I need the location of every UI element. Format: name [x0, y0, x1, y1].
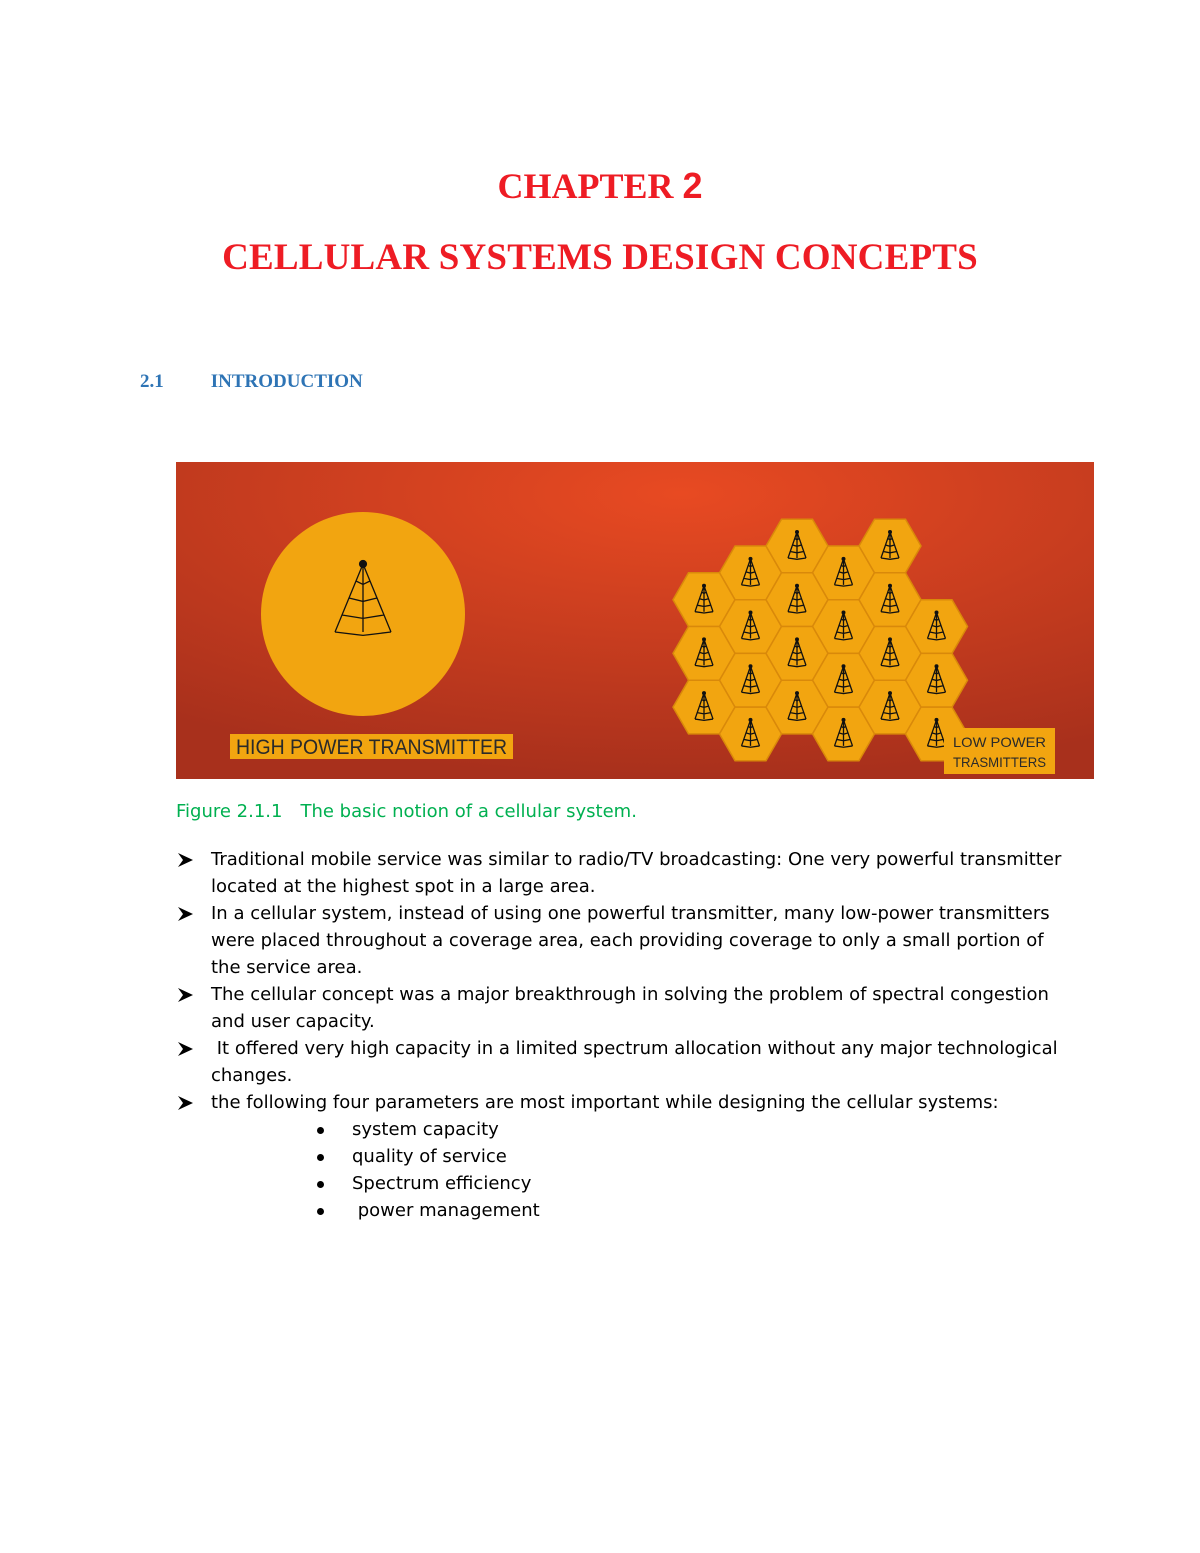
arrow-bullet-icon [176, 900, 196, 927]
parameter-list-container [176, 1116, 1076, 1224]
low-power-label-line2: TRASMITTERS [953, 754, 1046, 770]
arrow-bullet-icon [176, 981, 196, 1008]
bullet-text: It offered very high capacity in a limited spectrum allocation without any major technological changes. [211, 1038, 1064, 1086]
parameter-text: Spectrum efficiency [352, 1173, 532, 1194]
arrow-bullet-icon [176, 1035, 196, 1062]
list-item [176, 900, 1076, 981]
cellular-figure [176, 462, 1094, 779]
caption-text: The basic notion of a cellular system. [300, 801, 637, 822]
list-item [176, 1035, 1076, 1089]
bullet-text: the following four parameters are most important while designing the cellular systems: [211, 1092, 999, 1113]
parameter-text: power management [352, 1200, 540, 1221]
parameter-item [176, 1170, 1076, 1197]
section-title: INTRODUCTION [210, 371, 363, 392]
chapter-title: CELLULAR SYSTEMS DESIGN CONCEPTS [222, 237, 978, 278]
list-item [176, 981, 1076, 1035]
parameter-item [176, 1116, 1076, 1143]
section-heading [140, 371, 363, 393]
parameter-text: quality of service [352, 1146, 507, 1167]
parameter-text: system capacity [352, 1119, 499, 1140]
bullet-list [176, 846, 1076, 1224]
parameter-list [176, 1116, 1076, 1224]
caption-number: Figure 2.1.1 [176, 801, 283, 822]
dot-bullet-icon [317, 1127, 324, 1134]
dot-bullet-icon [317, 1154, 324, 1161]
bullet-text: The cellular concept was a major breakthrough in solving the problem of spectral congestion and user capacity. [211, 984, 1049, 1032]
high-power-label: HIGH POWER TRANSMITTER [236, 736, 507, 759]
list-item [176, 846, 1076, 900]
chapter-label: CHAPTER [497, 166, 674, 206]
arrow-bullet-icon [176, 1089, 196, 1116]
dot-bullet-icon [317, 1181, 324, 1188]
chapter-number: 2 [682, 165, 703, 206]
low-power-label-line1: LOW POWER [953, 734, 1046, 750]
bullet-text: In a cellular system, instead of using one powerful transmitter, many low-power transmitters were placed throughout a coverage area, each providing coverage to only a small portion of the service area. [211, 903, 1050, 978]
list-item [176, 1089, 1076, 1116]
figure-caption [176, 801, 637, 822]
arrow-bullet-icon [176, 846, 196, 873]
cellular-diagram [176, 462, 1094, 779]
section-number: 2.1 [140, 371, 164, 392]
dot-bullet-icon [317, 1208, 324, 1215]
parameter-item [176, 1197, 1076, 1224]
bullet-text: Traditional mobile service was similar to radio/TV broadcasting: One very powerful transmitter located at the highest spot in a large area. [211, 849, 1062, 897]
chapter-heading [0, 165, 1200, 207]
parameter-item [176, 1143, 1076, 1170]
